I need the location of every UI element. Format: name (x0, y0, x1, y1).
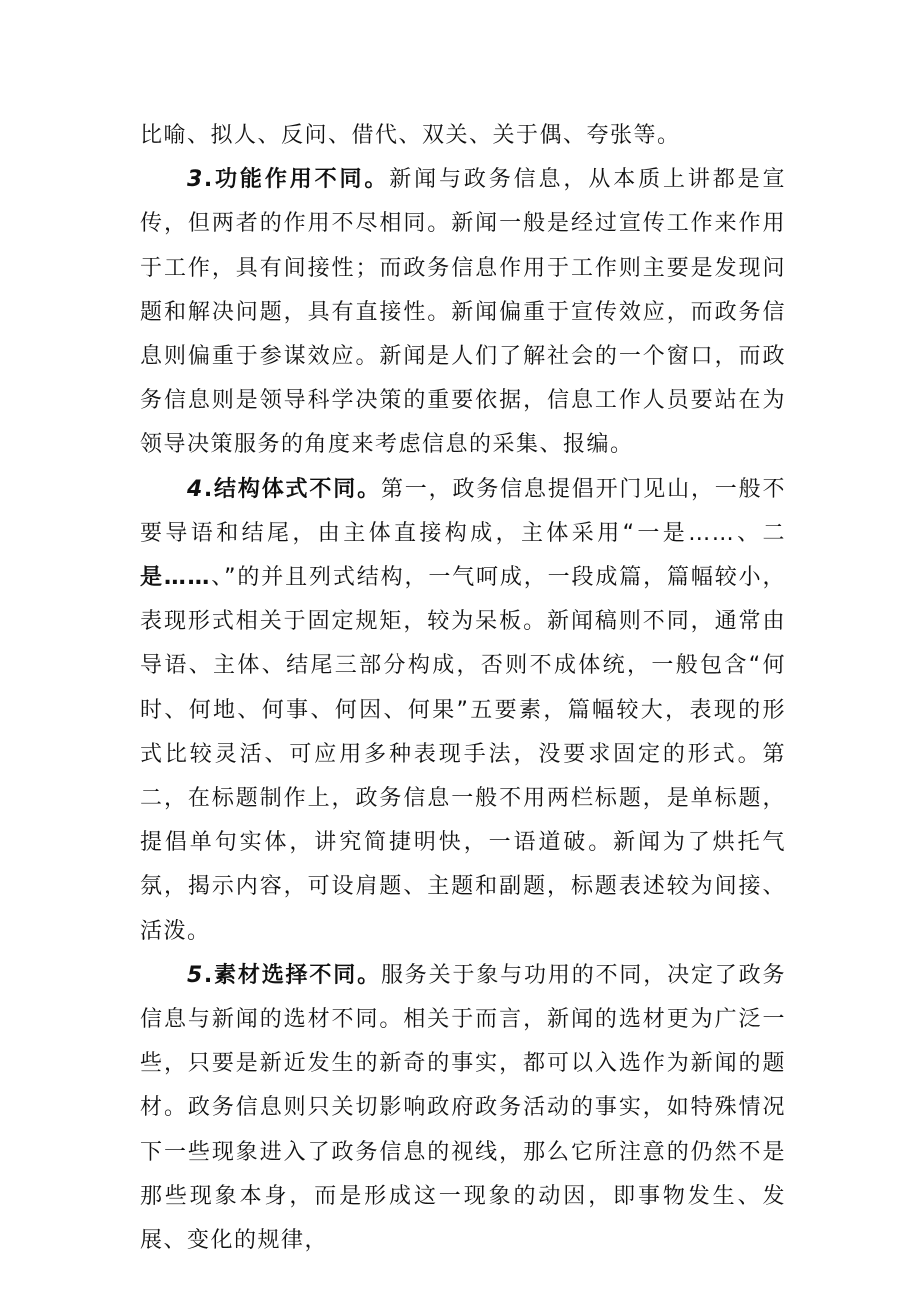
section-heading: .结构体式不同。 (203, 476, 381, 502)
document-body (140, 114, 786, 1263)
paragraph-4-structure (140, 468, 786, 954)
paragraph-3-function (140, 158, 786, 467)
section-number: 3 (187, 167, 204, 193)
paragraph-text: 比喻、拟人、反问、借代、双关、关于偶、夸张等。 (140, 123, 681, 148)
paragraph-5-material (140, 954, 786, 1263)
bold-inline-text: 是…… (140, 565, 211, 591)
paragraph-text: 第一，政务信息提倡开门见山，一般不要导语和结尾，由主体直接构成，主体采用“一是……、二 (140, 476, 786, 546)
paragraph-text: 、”的并且列式结构，一气呵成，一段成篇，篇幅较小，表现形式相关于固定规矩，较为呆板。新闻稿则不同，通常由导语、主体、结尾三部分构成，否则不成体统，一般包含“何时、何地、何事、何因、何果”五要素，篇幅较大，表现的形式比较灵活、可应用多种表现手法，没要求固定的形式。第二，在标题制作上，政务信息一般不用两栏标题，是单标题，提倡单句实体，讲究简捷明快，一语道破。新闻为了烘托气氛，揭示内容，可设肩题、主题和副题，标题表述较为间接、活泼。 (140, 565, 786, 944)
paragraph-continuation (140, 114, 786, 158)
section-heading: .功能作用不同。 (203, 167, 390, 193)
paragraph-text: 新闻与政务信息，从本质上讲都是宣传，但两者的作用不尽相同。新闻一般是经过宣传工作来作用于工作，具有间接性；而政务信息作用于工作则主要是发现问题和解决问题，具有直接性。新闻偏重于宣传效应，而政务信息则偏重于参谋效应。新闻是人们了解社会的一个窗口，而政务信息则是领导科学决策的重要依据，信息工作人员要站在为领导决策服务的角度来考虑信息的采集、报编。 (140, 167, 786, 458)
section-number: 5 (187, 962, 204, 988)
section-heading: .素材选择不同。 (203, 962, 381, 988)
section-number: 4 (187, 476, 204, 502)
paragraph-text: 服务关于象与功用的不同，决定了政务信息与新闻的选材不同。相关于而言，新闻的选材更为广泛一些，只要是新近发生的新奇的事实，都可以入选作为新闻的题材。政务信息则只关切影响政府政务活动的事实，如特殊情况下一些现象进入了政务信息的视线，那么它所注意的仍然不是那些现象本身，而是形成这一现象的动因，即事物发生、发展、变化的规律， (140, 962, 786, 1254)
